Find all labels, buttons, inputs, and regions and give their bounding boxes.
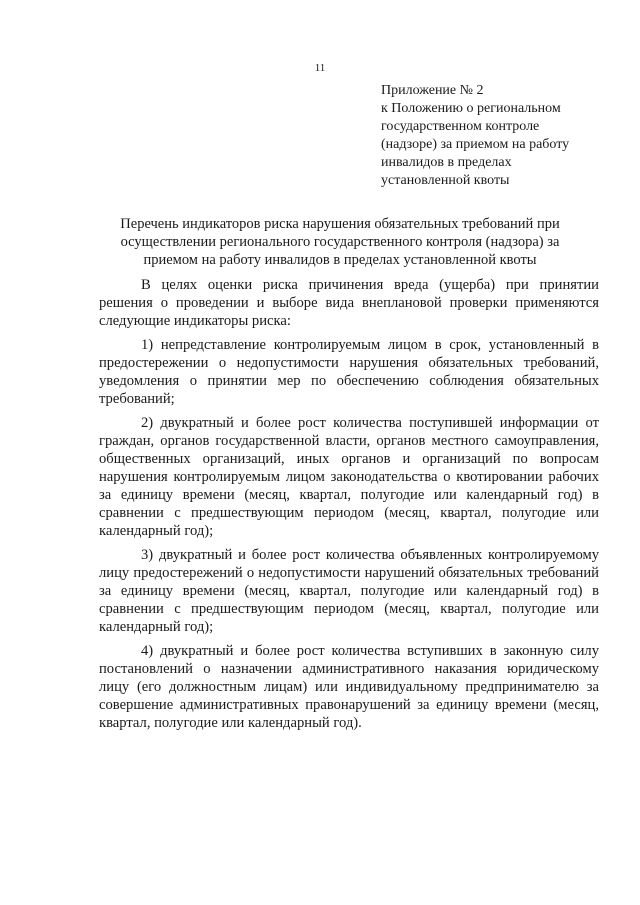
- risk-indicator-item: 3) двукратный и более рост количества объявленных контролируемому лицу предостережений о недопустимости нарушений обязательных требований за единицу времени (месяц, квартал, полугодие или календарный год) в сравнении с предшествующим периодом (месяц, квартал, полугодие или календарный год);: [99, 547, 599, 635]
- risk-indicator-item: 1) непредставление контролируемым лицом в срок, установленный в предостережении о недопустимости нарушения обязательных требований, уведомления о принятии мер по обеспечению соблюдения обязательных требований;: [99, 337, 599, 407]
- risk-indicator-item: 2) двукратный и более рост количества поступившей информации от граждан, органов государственной власти, органов местного самоуправления, общественных организаций, иных органов и организаций по вопросам нарушения контролируемым лицом законодательства о квотировании рабочих за единицу времени (месяц, квартал, полугодие или календарный год) в сравнении с предшествующим периодом (месяц, квартал, полугодие или календарный год);: [99, 415, 599, 539]
- risk-indicator-item: 4) двукратный и более рост количества вступивших в законную силу постановлений о назначении административного наказания юридическому лицу (его должностным лицам) или индивидуальному предпринимателю за совершение административных правонарушений за единицу времени (месяц, квартал, полугодие или календарный год).: [99, 643, 599, 731]
- page-number: 11: [314, 62, 326, 74]
- document-body: [99, 276, 599, 732]
- document-title: Перечень индикаторов риска нарушения обязательных требований при осуществлении регионального государственного контроля (надзора) за приемом на работу инвалидов в пределах установленной квоты: [120, 216, 560, 268]
- intro-paragraph: В целях оценки риска причинения вреда (ущерба) при принятии решения о проведении и выборе вида внеплановой проверки применяются следующие индикаторы риска:: [99, 277, 599, 329]
- appendix-header: Приложение № 2 к Положению о региональном государственном контроле (надзоре) за приемом на работу инвалидов в пределах установленной квоты: [381, 83, 570, 188]
